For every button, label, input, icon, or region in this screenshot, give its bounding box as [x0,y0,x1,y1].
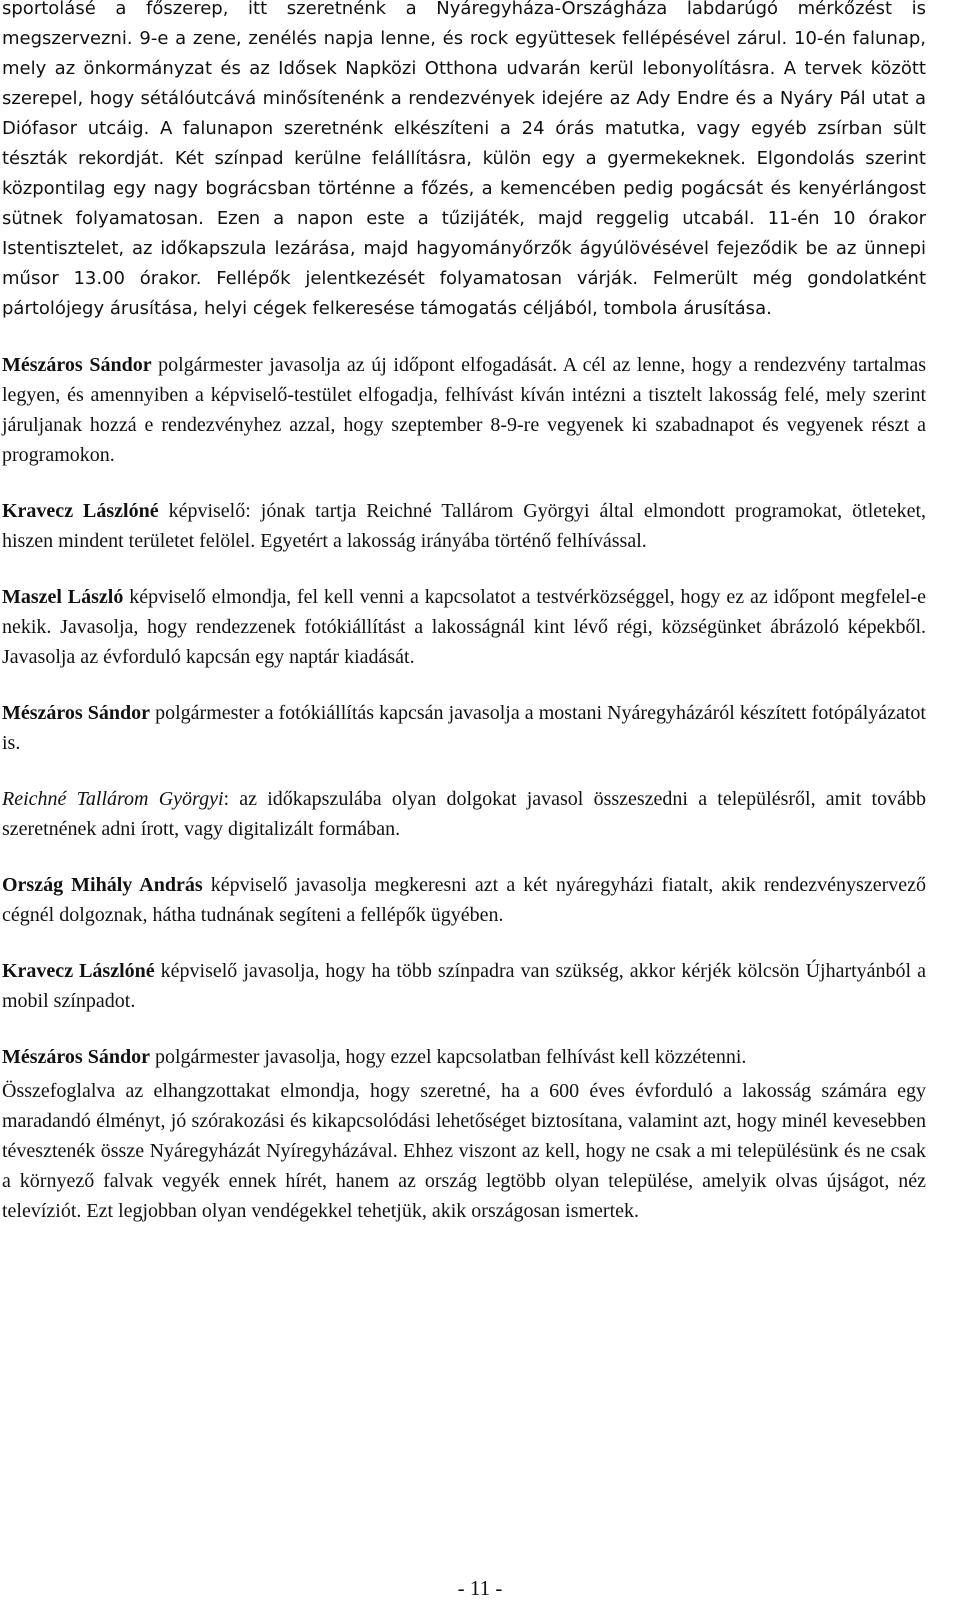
speaker-name: Kravecz Lászlóné [2,500,159,522]
summary-paragraph [2,1076,926,1226]
paragraph-text: képviselő elmondja, fel kell venni a kapcsolatot a testvérközséggel, hogy ez az időpont megfelel-e nekik. Javasolja, hogy rendezzenek fotókiállítást a lakosságnál kint lévő régi, községünket ábrázoló képekből. Javasolja az évforduló kapcsán egy naptár kiadását. [2,586,926,668]
speaker-name: Kravecz Lászlóné [2,960,155,982]
speaker-name: Ország Mihály András [2,874,203,896]
orszag-comment-paragraph [2,870,926,930]
program-description-paragraph [2,0,926,324]
mayor-announcement-paragraph [2,1042,926,1072]
mayor-photo-exhibition-paragraph [2,698,926,758]
maszel-comment-paragraph [2,582,926,672]
paragraph-text: polgármester javasolja, hogy ezzel kapcsolatban felhívást kell közzétenni. [149,1046,747,1068]
document-body [2,0,926,1226]
page-number: - 11 - [457,1576,503,1600]
speaker-name: Mészáros Sándor [2,1046,150,1068]
speaker-name: Mészáros Sándor [2,354,152,376]
reichne-comment-paragraph [2,784,926,844]
mayor-proposal-paragraph [2,350,926,470]
paragraph-text: sportolásé a főszerep, itt szeretnénk a Nyáregyháza-Országháza labdarúgó mérkőzést is megszervezni. 9-e a zene, zenélés napja lenne, és rock együttesek fellépésével zárul. 10-én falunap, mely az önkormányzat és az Idősek Napközi Otthona udvarán kerül lebonyolításra. A tervek között szerepel, hogy sétálóutcává minősítenénk a rendezvények idejére az Ady Endre és a Nyáry Pál utat a Diófasor utcáig. A falunapon szeretnénk elkészíteni a 24 órás matutka, vagy egyéb zsírban sült tészták rekordját. Két színpad kerülne felállításra, külön egy a gyermekeknek. Elgondolás szerint központilag egy nagy bográcsban történne a főzés, a kemencében pedig pogácsát és kenyérlángost sütnek folyamatosan. Ezen a napon este a tűzijáték, majd reggelig utcabál. 11-én 10 órakor Istentisztelet, az időkapszula lezárása, majd hagyományőrzők ágyúlövésével fejeződik be az ünnepi műsor 13.00 órakor. Fellépők jelentkezését folyamatosan várják. Felmerült még gondolatként pártolójegy árusítása, helyi cégek felkeresése támogatás céljából, tombola árusítása. [2,0,926,319]
speaker-name: Reichné Tallárom Györgyi [2,788,224,810]
speaker-name: Mészáros Sándor [2,702,151,724]
paragraph-text: polgármester a fotókiállítás kapcsán javasolja a mostani Nyáregyházáról készített fotópályázatot is. [2,702,926,754]
speaker-name: Maszel László [2,586,124,608]
paragraph-text: Összefoglalva az elhangzottakat elmondja, hogy szeretné, ha a 600 éves évforduló a lakosság számára egy maradandó élményt, jó szórakozási és kikapcsolódási lehetőséget biztosítana, valamint azt, hogy minél kevesebben tévesztenék össze Nyáregyházát Nyíregyházával. Ehhez viszont az kell, hogy ne csak a mi településünk és ne csak a környező falvak vegyék ennek hírét, hanem az ország legtöbb olyan települése, amelyik olvas újságot, néz televíziót. Ezt legjobban olyan vendégekkel tehetjük, akik országosan ismertek. [2,1080,926,1222]
paragraph-text: : az időkapszulába olyan dolgokat javasol összeszedni a településről, amit tovább szeretnének adni írott, vagy digitalizált formában. [2,788,926,840]
kravecz-comment-paragraph [2,496,926,556]
paragraph-text: képviselő: jónak tartja Reichné Tallárom Györgyi által elmondott programokat, ötleteket, hiszen mindent területet felölel. Egyetért a lakosság irányába történő felhívással. [2,500,927,552]
kravecz-stage-paragraph [2,956,926,1016]
paragraph-text: képviselő javasolja megkeresni azt a két nyáregyházi fiatalt, akik rendezvényszervező cégnél dolgoznak, hátha tudnának segíteni a fellépők ügyében. [2,874,926,926]
paragraph-text: képviselő javasolja, hogy ha több színpadra van szükség, akkor kérjék kölcsön Újhartyánból a mobil színpadot. [2,960,926,1012]
paragraph-text: polgármester javasolja az új időpont elfogadását. A cél az lenne, hogy a rendezvény tartalmas legyen, és amennyiben a képviselő-testület elfogadja, felhívást kíván intézni a tisztelt lakosság felé, mely szerint járuljanak hozzá e rendezvényhez azzal, hogy szeptember 8-9-re vegyenek ki szabadnapot és vegyenek részt a programokon. [2,354,926,466]
